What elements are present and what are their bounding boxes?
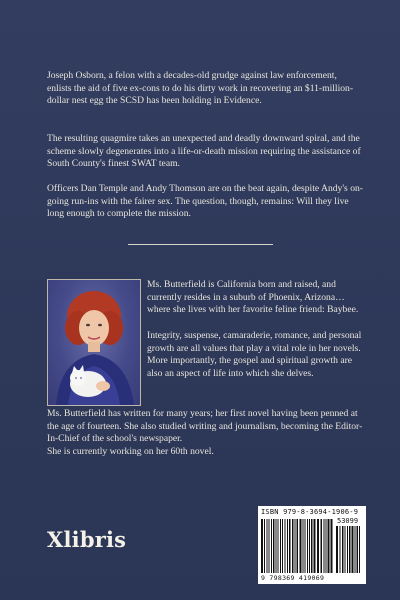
barcode-bar <box>331 519 333 573</box>
barcode-bar <box>349 526 351 573</box>
barcode-bar <box>282 519 283 573</box>
price-code: 53099 <box>337 517 359 525</box>
barcode-bar <box>352 526 354 573</box>
barcode-bar <box>269 519 270 573</box>
synopsis-paragraph-3: Officers Dan Temple and Andy Thomson are on the beat again, despite Andy's on-going run-ins with the fairer sex. The question, though, remains: Will they live long enough to complete the mission. <box>47 183 363 220</box>
barcode-bar <box>303 519 304 573</box>
barcode-bar <box>355 526 356 573</box>
barcode-bar <box>289 519 291 573</box>
isbn-barcode <box>258 506 366 584</box>
barcode-bar <box>347 526 348 573</box>
barcode-bar <box>278 519 279 573</box>
barcode-bar <box>261 519 263 573</box>
barcode-bar <box>336 526 338 573</box>
barcode-bar <box>300 519 302 573</box>
barcode-bar <box>317 519 319 573</box>
barcode-bar <box>295 519 296 573</box>
barcode-bar <box>273 519 275 573</box>
barcode-bar <box>297 519 299 573</box>
barcode-bar <box>342 526 344 573</box>
isbn-label: ISBN 979-8-3694-1906-9 <box>261 508 359 516</box>
barcode-bar <box>292 519 294 573</box>
barcode-bar <box>326 519 327 573</box>
addon-barcode-bars <box>336 526 363 573</box>
synopsis-paragraph-2: The resulting quagmire takes an unexpected and deadly downward spiral, and the scheme slowly degenerates into a life-or-death mission requiring the assistance of South County's finest SWAT team. <box>47 133 361 170</box>
barcode-bar <box>311 519 313 573</box>
barcode-bar <box>340 526 341 573</box>
barcode-bar <box>280 519 281 573</box>
author-bio-line-1: Ms. Butterfield has written for many years; her first novel having been penned at the age of fourteen. She also studied writing and journalism, becoming the Editor-In-Chief of the school's newspaper. <box>47 408 363 445</box>
barcode-bar <box>309 519 310 573</box>
barcode-bar <box>305 519 306 573</box>
barcode-bar <box>345 526 346 573</box>
barcode-bar <box>321 519 323 573</box>
ean-barcode-bars <box>261 519 333 573</box>
barcode-bar <box>271 519 272 573</box>
barcode-bar <box>285 519 286 573</box>
synopsis-paragraph-1: Joseph Osborn, a felon with a decades-old grudge against law enforcement, enlists the aid of five ex-cons to do his dirty work in recovering an $11-million-dollar nest egg the SCSD has been holding in Evidence. <box>47 70 354 107</box>
author-bio-line-2: She is currently working on her 60th novel. <box>47 445 214 457</box>
barcode-bar <box>357 526 359 573</box>
barcode-bar <box>314 519 316 573</box>
barcode-bar <box>287 519 288 573</box>
publisher-logo: Xlibris <box>47 527 127 552</box>
barcode-bar <box>324 519 325 573</box>
barcode-bar <box>307 519 308 573</box>
barcode-bar <box>264 519 265 573</box>
author-portrait-illustration <box>48 280 140 405</box>
author-bio-paragraph-3 <box>47 408 363 458</box>
barcode-bar <box>328 519 330 573</box>
barcode-bar <box>359 526 360 573</box>
barcode-bar <box>267 519 268 573</box>
barcode-bar <box>276 519 277 573</box>
ean-digits: 9 798369 419069 <box>261 574 325 582</box>
author-bio-paragraph-1: Ms. Butterfield is California born and raised, and currently resides in a suburb of Phoenix, Arizona…where she lives with her favorite feline friend: Baybee. <box>147 279 359 316</box>
author-photo <box>47 279 141 406</box>
section-divider <box>128 244 273 245</box>
author-bio-paragraph-2: Integrity, suspense, camaraderie, romance, and personal growth are all values that play a vital role in her novels. More importantly, the gospel and spiritual growth are also an aspect of life into which she delves. <box>147 330 362 379</box>
